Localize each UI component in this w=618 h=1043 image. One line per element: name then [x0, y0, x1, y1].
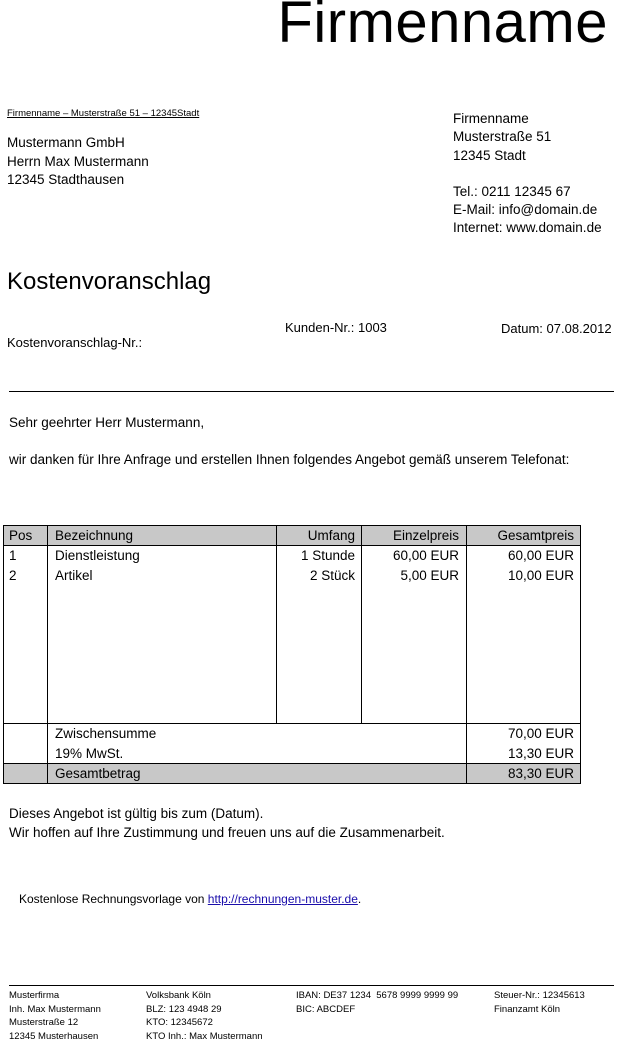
recipient-line: Herrn Max Mustermann — [7, 153, 149, 172]
footer-tax — [494, 989, 585, 1016]
footer-line: KTO Inh.: Max Mustermann — [146, 1030, 263, 1043]
closing-line: Dieses Angebot ist gültig bis zum (Datum). — [9, 805, 445, 824]
intro-text: wir danken für Ihre Anfrage und erstellen Ihnen folgendes Angebot gemäß unserem Telefonat: — [9, 452, 569, 467]
template-link[interactable]: http://rechnungen-muster.de — [208, 892, 358, 906]
contact-name: Firmenname — [453, 110, 602, 128]
row-description: Dienstleistung — [55, 546, 140, 566]
header-description: Bezeichnung — [55, 526, 133, 546]
contact-street: Musterstraße 51 — [453, 128, 602, 146]
header-total-price: Gesamtpreis — [466, 526, 574, 546]
sender-address-line: Firmenname – Musterstraße 51 – 12345Stadt — [7, 108, 199, 119]
header-unit-price: Einzelpreis — [361, 526, 459, 546]
row-unit-price: 5,00 EUR — [361, 566, 459, 586]
row-total-price: 10,00 EUR — [466, 566, 574, 586]
contact-city: 12345 Stadt — [453, 147, 602, 165]
header-pos: Pos — [9, 526, 32, 546]
total-value: 83,30 EUR — [466, 764, 574, 784]
row-pos: 1 — [9, 546, 17, 566]
row-unit-price: 60,00 EUR — [361, 546, 459, 566]
column-divider — [47, 526, 48, 783]
row-pos: 2 — [9, 566, 17, 586]
footer-line: IBAN: DE37 1234 5678 9999 9999 99 — [296, 989, 458, 1003]
closing-line: Wir hoffen auf Ihre Zustimmung und freuen uns auf die Zusammenarbeit. — [9, 824, 445, 843]
footer-line: BLZ: 123 4948 29 — [146, 1003, 263, 1017]
footer-company — [9, 989, 101, 1043]
footer-line: Musterstraße 12 — [9, 1016, 101, 1030]
total-label: Gesamtbetrag — [55, 764, 141, 784]
row-description: Artikel — [55, 566, 93, 586]
contact-web: Internet: www.domain.de — [453, 219, 602, 237]
customer-number: Kunden-Nr.: 1003 — [285, 320, 387, 335]
footer-line: Volksbank Köln — [146, 989, 263, 1003]
footer-line: Steuer-Nr.: 12345613 — [494, 989, 585, 1003]
recipient-address — [7, 134, 149, 190]
contact-email: E-Mail: info@domain.de — [453, 201, 602, 219]
template-note-prefix: Kostenlose Rechnungsvorlage von — [19, 892, 208, 906]
contact-phone: Tel.: 0211 12345 67 — [453, 183, 602, 201]
document-number-label: Kostenvoranschlag-Nr.: — [7, 335, 142, 350]
document-date: Datum: 07.08.2012 — [501, 321, 612, 336]
recipient-line: 12345 Stadthausen — [7, 171, 149, 190]
document-title: Kostenvoranschlag — [7, 270, 211, 294]
footer-line: Musterfirma — [9, 989, 101, 1003]
footer-iban — [296, 989, 458, 1016]
closing-text — [9, 805, 445, 842]
sender-contact-block — [453, 110, 602, 238]
template-note-suffix: . — [358, 892, 361, 906]
vat-label: 19% MwSt. — [55, 744, 123, 764]
header-quantity: Umfang — [276, 526, 355, 546]
header-divider — [9, 391, 614, 392]
subtotal-value: 70,00 EUR — [466, 724, 574, 744]
recipient-line: Mustermann GmbH — [7, 134, 149, 153]
template-note — [19, 892, 361, 906]
row-quantity: 1 Stunde — [276, 546, 355, 566]
footer-line: BIC: ABCDEF — [296, 1003, 458, 1017]
footer-line: Finanzamt Köln — [494, 1003, 585, 1017]
subtotal-label: Zwischensumme — [55, 724, 156, 744]
footer-line: Inh. Max Mustermann — [9, 1003, 101, 1017]
row-quantity: 2 Stück — [276, 566, 355, 586]
company-title: Firmenname — [277, 0, 608, 52]
footer-bank — [146, 989, 263, 1043]
items-table — [3, 525, 581, 784]
row-total-price: 60,00 EUR — [466, 546, 574, 566]
footer-line: KTO: 12345672 — [146, 1016, 263, 1030]
salutation: Sehr geehrter Herr Mustermann, — [9, 415, 204, 430]
vat-value: 13,30 EUR — [466, 744, 574, 764]
footer-divider — [9, 985, 614, 986]
footer-line: 12345 Musterhausen — [9, 1030, 101, 1043]
